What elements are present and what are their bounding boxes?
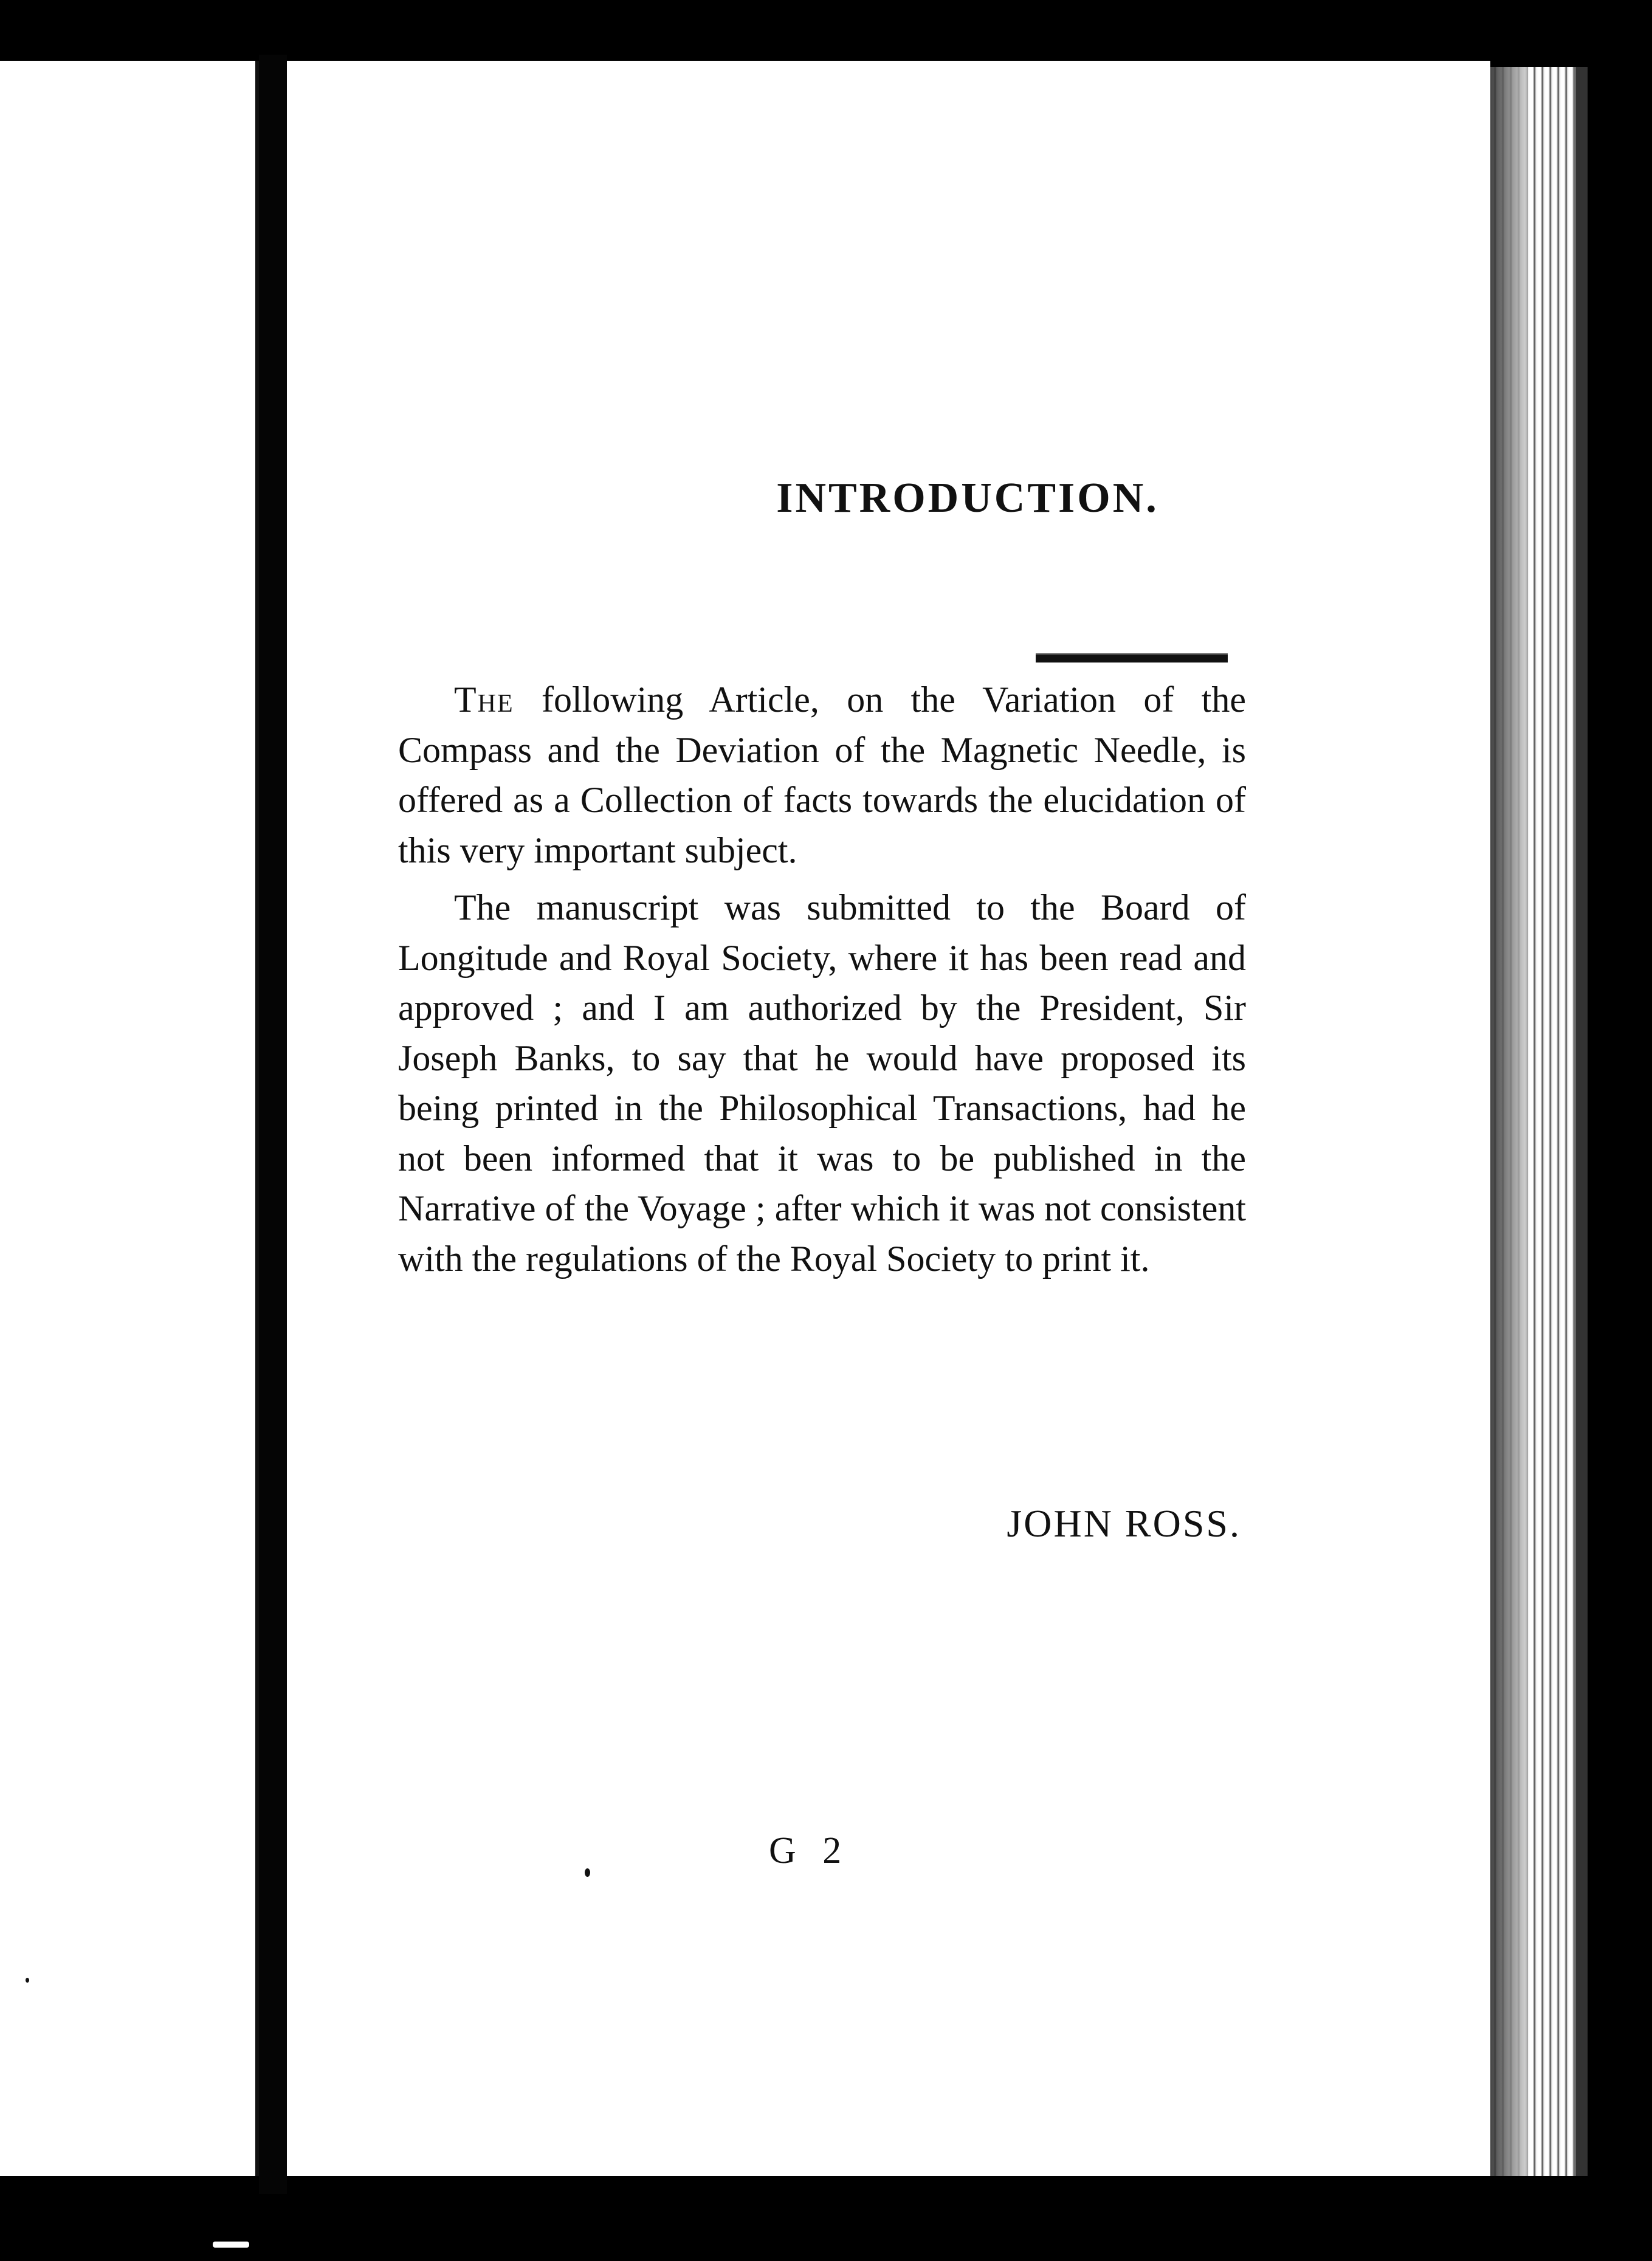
paragraph-2: The manuscript was submitted to the Board of Longitude and Royal Society, where it has been read and approved ; and I am authorized by the President, Sir Joseph Banks, to say that he would have proposed its being printed in the Philosophical Transactions, had he not been informed that it was to be published in the Narrative of the Voyage ; after which it was not consistent with the regulations of the Royal Society to print it. bbox=[398, 887, 1246, 1279]
author-signature: JOHN ROSS. bbox=[1007, 1502, 1241, 1545]
ink-speck bbox=[213, 2242, 249, 2248]
paragraph-1 bbox=[398, 675, 1246, 875]
page-edges-shadow bbox=[1490, 67, 1527, 2176]
page-title: INTRODUCTION. bbox=[776, 475, 1159, 521]
paragraph-1-lead: The bbox=[454, 680, 514, 720]
paragraph-1-text: following Article, on the Variation of the Compass and the Deviation of the Magnetic Needle, is offered as a Collection of facts towards the elucidation of this very important subject. bbox=[398, 680, 1246, 870]
ink-speck bbox=[585, 1868, 590, 1877]
ink-speck bbox=[26, 1978, 29, 1983]
book-gutter bbox=[259, 55, 287, 2194]
title-rule bbox=[1036, 653, 1228, 662]
body-text bbox=[398, 675, 1246, 1284]
book-cover-edge bbox=[1575, 67, 1588, 2176]
signature-mark: G 2 bbox=[769, 1830, 850, 1871]
facing-page bbox=[0, 61, 259, 2176]
